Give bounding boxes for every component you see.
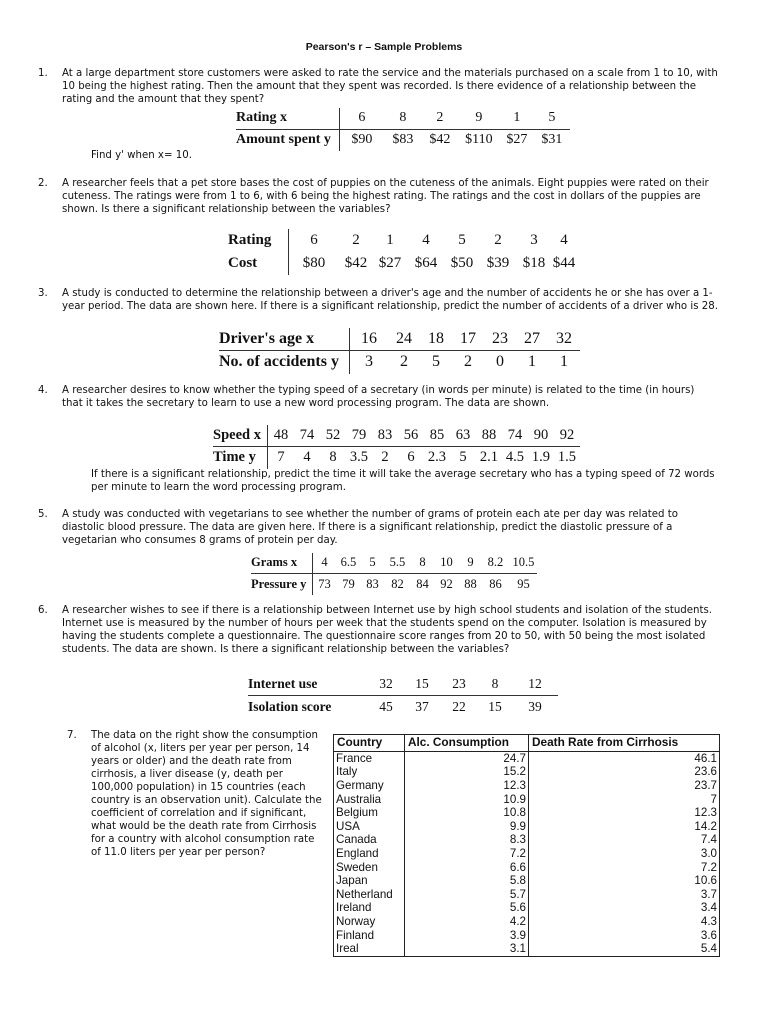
cell: 15 (404, 673, 440, 695)
row-label: Time y (213, 446, 267, 469)
country-cell: Japan (334, 874, 405, 888)
row-label: Cost (228, 252, 289, 275)
death-rate-cell: 3.4 (529, 901, 720, 915)
cell: 82 (391, 576, 404, 591)
country-cell: Sweden (334, 860, 405, 874)
cell: 90 (528, 425, 554, 446)
cell: 1.9 (531, 449, 551, 466)
cell: 5.5 (383, 553, 411, 573)
row-label: Amount spent y (236, 129, 339, 151)
cell: $39 (486, 255, 510, 271)
table-row (334, 751, 720, 765)
cell: 74 (294, 425, 320, 446)
cell: 8 (329, 449, 337, 466)
cell: 8.2 (481, 553, 509, 573)
problem-text: A study was conducted with vegetarians to see whether the number of grams of protein each ate per day was related to diastolic blood pressure. The data are given here. If there is a significant relationship, predict the diastolic pressure of a vegetarian who consumes 8 grams of protein per day. (62, 509, 678, 546)
row-label: Driver's age x (219, 328, 349, 350)
cell: 88 (476, 425, 502, 446)
death-rate-cell: 3.0 (529, 847, 720, 861)
cell: 1 (527, 353, 536, 371)
table-row (334, 806, 720, 820)
cell: 79 (346, 425, 372, 446)
problem-7 (67, 729, 325, 859)
problem-6 (38, 604, 718, 656)
table-row (334, 847, 720, 861)
table-row (334, 833, 720, 847)
alc-consumption-cell: 5.7 (405, 888, 529, 902)
cell: 22 (452, 699, 466, 715)
cell: 2 (399, 353, 408, 371)
cell: $44 (552, 255, 576, 271)
cirrhosis-table-body (334, 751, 720, 956)
country-cell: Ireland (334, 901, 405, 915)
cell: 95 (517, 576, 530, 591)
cell: 17 (452, 328, 484, 350)
column-header: Country (334, 735, 405, 752)
cell: 2 (463, 353, 472, 371)
cell: 15 (488, 699, 502, 715)
cell: 9 (458, 108, 500, 129)
problem-number: 6. (38, 605, 48, 616)
cell: 3.5 (349, 449, 369, 466)
cell: 1 (559, 353, 568, 371)
cell: 2.3 (427, 449, 447, 466)
cell: 10.5 (509, 553, 537, 573)
cell: 16 (349, 328, 388, 350)
death-rate-cell: 10.6 (529, 874, 720, 888)
death-rate-cell: 3.6 (529, 928, 720, 942)
cell: 10 (433, 553, 459, 573)
death-rate-cell: 23.6 (529, 765, 720, 779)
cell: 4.5 (505, 449, 525, 466)
cell: 4 (560, 232, 568, 248)
row-label: Rating x (236, 108, 339, 129)
alc-consumption-cell: 6.6 (405, 860, 529, 874)
cell: 5 (459, 449, 467, 466)
alc-consumption-cell: 8.3 (405, 833, 529, 847)
table-row (334, 915, 720, 929)
table-row (334, 874, 720, 888)
cell: $27 (378, 255, 402, 271)
alc-consumption-cell: 5.6 (405, 901, 529, 915)
alc-consumption-cell: 10.9 (405, 792, 529, 806)
alc-consumption-cell: 3.9 (405, 928, 529, 942)
table-row (334, 779, 720, 793)
cell: 27 (516, 328, 548, 350)
alc-consumption-cell: 7.2 (405, 847, 529, 861)
column-header: Alc. Consumption (405, 735, 529, 752)
cell: 24 (388, 328, 420, 350)
problem-4-followup: If there is a significant relationship, predict the time it will take the average secretary who has a typing speed of 72 words per minute to learn the word processing program. (91, 469, 715, 493)
cirrhosis-table (333, 734, 720, 957)
problem-1 (38, 67, 718, 106)
alc-consumption-cell: 4.2 (405, 915, 529, 929)
country-cell: England (334, 847, 405, 861)
death-rate-cell: 14.2 (529, 820, 720, 834)
problem-number: 5. (38, 509, 48, 520)
cell: 88 (464, 576, 477, 591)
cell: 74 (502, 425, 528, 446)
row-label: Speed x (213, 425, 267, 446)
table-row (334, 820, 720, 834)
country-cell: Finland (334, 928, 405, 942)
table-row (334, 901, 720, 915)
problem-1-table (236, 108, 570, 151)
row-label: Rating (228, 229, 289, 252)
cell: 79 (342, 576, 355, 591)
cell: 8 (478, 673, 512, 695)
country-cell: France (334, 751, 405, 765)
cell: 23 (440, 673, 478, 695)
cell: 56 (398, 425, 424, 446)
cell: 2 (494, 232, 502, 248)
row-label: Pressure y (251, 573, 313, 595)
problem-1-followup: Find y' when x= 10. (91, 150, 192, 161)
cell: 6 (407, 449, 415, 466)
cell: 1 (500, 108, 534, 129)
table-row (334, 860, 720, 874)
cell: 86 (489, 576, 502, 591)
cell: 6 (310, 232, 318, 248)
alc-consumption-cell: 3.1 (405, 942, 529, 956)
problem-6-table (248, 673, 558, 719)
problem-text: A researcher wishes to see if there is a relationship between Internet use by high school students and isolation of the students. Internet use is measured by the number of hours per week that the students spend on the computer. Isolation is measured by having the students complete a questionnaire. The questionnaire score ranges from 20 to 50, with 50 being the most isolated students. The data are shown. Is there a significant relationship between the variables? (62, 605, 713, 655)
alc-consumption-cell: 9.9 (405, 820, 529, 834)
cell: 92 (440, 576, 453, 591)
country-cell: Norway (334, 915, 405, 929)
cell: 6 (339, 108, 384, 129)
table-row (334, 792, 720, 806)
problem-5-table (251, 553, 537, 595)
country-cell: Ireal (334, 942, 405, 956)
cell: 37 (415, 699, 429, 715)
problem-5 (38, 508, 718, 547)
cell: 39 (528, 699, 542, 715)
cell: 8 (411, 553, 433, 573)
alc-consumption-cell: 10.8 (405, 806, 529, 820)
problem-text: The data on the right show the consumption of alcohol (x, liters per year per person, 14 years or older) and the death rate from cirrhosis, a liver disease (y, death per 100,000 population) in 15 countries (each country is an observation unit). Calculate the coefficient of correlation and if significant, what would be the death rate from Cirrhosis for a country with alcohol consumption rate of 11.0 liters per year per person? (91, 730, 322, 858)
problem-number: 4. (38, 385, 48, 396)
cell: 85 (424, 425, 450, 446)
cell: 2 (352, 232, 360, 248)
cell: 83 (372, 425, 398, 446)
country-cell: Netherland (334, 888, 405, 902)
death-rate-cell: 4.3 (529, 915, 720, 929)
country-cell: Canada (334, 833, 405, 847)
problem-3 (38, 287, 718, 313)
cell: $90 (351, 132, 373, 148)
cell: 5 (458, 232, 466, 248)
cell: 5 (534, 108, 570, 129)
cell: $27 (506, 132, 528, 148)
cell: 63 (450, 425, 476, 446)
cell: 73 (318, 576, 331, 591)
cell: 92 (554, 425, 580, 446)
cell: 2.1 (479, 449, 499, 466)
alc-consumption-cell: 5.8 (405, 874, 529, 888)
cell: $83 (392, 132, 414, 148)
cell: 8 (384, 108, 422, 129)
death-rate-cell: 5.4 (529, 942, 720, 956)
cell: 7 (277, 449, 285, 466)
table-row (334, 765, 720, 779)
cell: 18 (420, 328, 452, 350)
cell: 32 (548, 328, 580, 350)
alc-consumption-cell: 24.7 (405, 751, 529, 765)
table-row (334, 942, 720, 956)
cell: 23 (484, 328, 516, 350)
death-rate-cell: 23.7 (529, 779, 720, 793)
cell: 2 (422, 108, 458, 129)
country-cell: USA (334, 820, 405, 834)
alc-consumption-cell: 15.2 (405, 765, 529, 779)
cell: 45 (379, 699, 393, 715)
cell: 4 (303, 449, 311, 466)
cell: 48 (267, 425, 294, 446)
cell: 3 (530, 232, 538, 248)
problem-4-table (213, 425, 580, 469)
cell: 3 (364, 353, 373, 371)
country-cell: Italy (334, 765, 405, 779)
page-title: Pearson's r – Sample Problems (305, 41, 463, 53)
cell: 32 (368, 673, 404, 695)
table-row (334, 888, 720, 902)
problem-text: At a large department store customers were asked to rate the service and the materials purchased on a scale from 1 to 10, with 10 being the highest rating. Then the amount that they spent was recorded. Is there evidence of a relationship between the rating and the amount that they spent? (62, 68, 718, 105)
problem-number: 3. (38, 288, 48, 299)
death-rate-cell: 3.7 (529, 888, 720, 902)
cell: $64 (414, 255, 438, 271)
cell: $18 (522, 255, 546, 271)
problem-4 (38, 384, 718, 410)
problem-text: A researcher desires to know whether the typing speed of a secretary (in words per minute) is related to the time (in hours) that it takes the secretary to learn to use a new word processing program. The data are shown. (62, 385, 695, 409)
problem-number: 7. (67, 730, 77, 741)
cell: 52 (320, 425, 346, 446)
alc-consumption-cell: 12.3 (405, 779, 529, 793)
problem-2-table (228, 229, 577, 275)
problem-text: A researcher feels that a pet store bases the cost of puppies on the cuteness of the animals. Eight puppies were rated on their cuteness. The ratings were from 1 to 6, with 6 being the highest rating. The ratings and the cost in dollars of the puppies are shown. Is there a significant relationship between the variables? (62, 178, 709, 215)
table-row (334, 928, 720, 942)
country-cell: Australia (334, 792, 405, 806)
problem-number: 1. (38, 68, 48, 79)
problem-number: 2. (38, 178, 48, 189)
cell: 4 (422, 232, 430, 248)
death-rate-cell: 7 (529, 792, 720, 806)
cell: $42 (344, 255, 368, 271)
cell: 5 (431, 353, 440, 371)
cell: 83 (366, 576, 379, 591)
cell: 5 (361, 553, 383, 573)
cell: 12 (512, 673, 558, 695)
cell: $31 (541, 132, 563, 148)
death-rate-cell: 7.2 (529, 860, 720, 874)
cell: 0 (495, 353, 504, 371)
row-label: No. of accidents y (219, 350, 349, 374)
cell: 2 (381, 449, 389, 466)
cell: $110 (465, 132, 493, 148)
cell: 1 (386, 232, 394, 248)
death-rate-cell: 12.3 (529, 806, 720, 820)
cell: 6.5 (335, 553, 361, 573)
country-cell: Germany (334, 779, 405, 793)
row-label: Isolation score (248, 699, 332, 715)
problem-text: A study is conducted to determine the relationship between a driver's age and the number of accidents he or she has over a 1-year period. The data are shown here. If there is a significant relationship, predict the number of accidents of a driver who is 28. (62, 288, 718, 312)
cell: $80 (302, 255, 326, 271)
row-label: Internet use (248, 673, 368, 695)
problem-2 (38, 177, 718, 216)
cell: 4 (313, 553, 336, 573)
cell: $42 (429, 132, 451, 148)
row-label: Grams x (251, 553, 313, 573)
cell: $50 (450, 255, 474, 271)
cell: 9 (459, 553, 481, 573)
death-rate-cell: 7.4 (529, 833, 720, 847)
country-cell: Belgium (334, 806, 405, 820)
problem-3-table (219, 328, 580, 374)
column-header: Death Rate from Cirrhosis (529, 735, 720, 752)
cell: 1.5 (557, 449, 577, 466)
death-rate-cell: 46.1 (529, 751, 720, 765)
cell: 84 (416, 576, 429, 591)
